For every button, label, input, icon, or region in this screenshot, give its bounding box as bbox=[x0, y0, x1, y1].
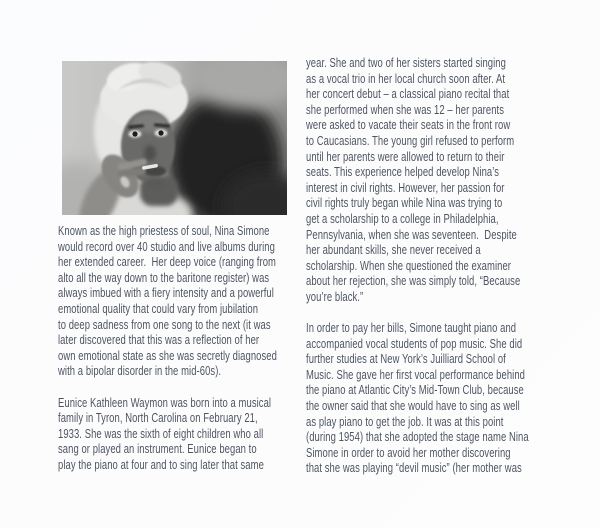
text-line: about her rejection, she was simply told, “Because bbox=[306, 274, 521, 289]
text-line: were asked to vacate their seats in the front row bbox=[306, 118, 511, 133]
text-line: as a vocal trio in her local church soon after. At bbox=[306, 71, 506, 86]
text-line: Music. She gave her first vocal performance behind bbox=[306, 367, 525, 382]
text-line: until her parents were allowed to return to their bbox=[306, 149, 505, 164]
paragraph bbox=[58, 396, 306, 474]
text-line: 1933. She was the sixth of eight children who all bbox=[58, 426, 264, 441]
text-line: accompanied vocal students of pop music. She did bbox=[306, 336, 523, 351]
text-line: always imbued with a fiery intensity and a powerful bbox=[58, 286, 274, 301]
paragraph bbox=[58, 224, 306, 380]
text-line: to deep sadness from one song to the next (it was bbox=[58, 317, 271, 332]
text-line: year. She and two of her sisters started singing bbox=[306, 56, 506, 70]
text-line: as play piano to get the job. It was at this point bbox=[306, 414, 504, 429]
text-line: the piano at Atlantic City’s Mid-Town Club, because bbox=[306, 383, 524, 398]
nina-simone-photo bbox=[62, 61, 287, 215]
text-line: her extended career. Her deep voice (ranging from bbox=[58, 255, 276, 270]
text-line: later discovered that this was a reflection of her bbox=[58, 333, 260, 348]
text-line: Pennsylvania, when she was seventeen. Despite bbox=[306, 227, 517, 242]
paragraph bbox=[306, 56, 554, 306]
text-line: would record over 40 studio and live albums during bbox=[58, 239, 275, 254]
text-line: sang or played an instrument. Eunice began to bbox=[58, 442, 257, 457]
text-line: Simone in order to avoid her mother discovering bbox=[306, 445, 511, 460]
text-line: the owner said that she would have to sing as well bbox=[306, 399, 520, 414]
text-line: scholarship. When she questioned the examiner bbox=[306, 258, 511, 273]
text-line: play the piano at four and to sing later that same bbox=[58, 457, 264, 472]
text-line: further studies at New York’s Juilliard School of bbox=[306, 352, 506, 367]
text-line: civil rights truly began while Nina was trying to bbox=[306, 196, 503, 211]
left-text-column bbox=[58, 224, 306, 474]
text-line: get a scholarship to a college in Philadelphia, bbox=[306, 211, 499, 226]
text-line: with a bipolar disorder in the mid-60s). bbox=[58, 364, 222, 379]
text-line: In order to pay her bills, Simone taught piano and bbox=[306, 321, 517, 336]
paragraph bbox=[306, 321, 554, 477]
text-line: her concert debut – a classical piano recital that bbox=[306, 87, 510, 102]
nina-simone-photo-art bbox=[62, 61, 287, 215]
text-line: Eunice Kathleen Waymon was born into a musical bbox=[58, 395, 272, 410]
text-line: alto all the way down to the baritone register) was bbox=[58, 270, 270, 285]
text-line: emotional quality that could vary from jubilation bbox=[58, 301, 259, 316]
text-line: you’re black.” bbox=[306, 289, 364, 304]
text-line: to Caucasians. The young girl refused to perform bbox=[306, 133, 515, 148]
text-line: own emotional state as she was secretly diagnosed bbox=[58, 348, 277, 363]
text-line: she performed when she was 12 – her parents bbox=[306, 102, 505, 117]
text-line: her abundant skills, she never received a bbox=[306, 243, 481, 258]
right-text-column bbox=[306, 56, 554, 477]
text-line: interest in civil rights. However, her passion for bbox=[306, 180, 505, 195]
text-line: that she was playing “devil music” (her mother was bbox=[306, 461, 522, 476]
text-line: family in Tyron, North Carolina on February 21, bbox=[58, 411, 258, 426]
text-line: Known as the high priestess of soul, Nina Simone bbox=[58, 224, 270, 238]
text-line: (during 1954) that she adopted the stage name Nina bbox=[306, 430, 529, 445]
text-line: seats. This experience helped develop Nina’s bbox=[306, 165, 500, 180]
